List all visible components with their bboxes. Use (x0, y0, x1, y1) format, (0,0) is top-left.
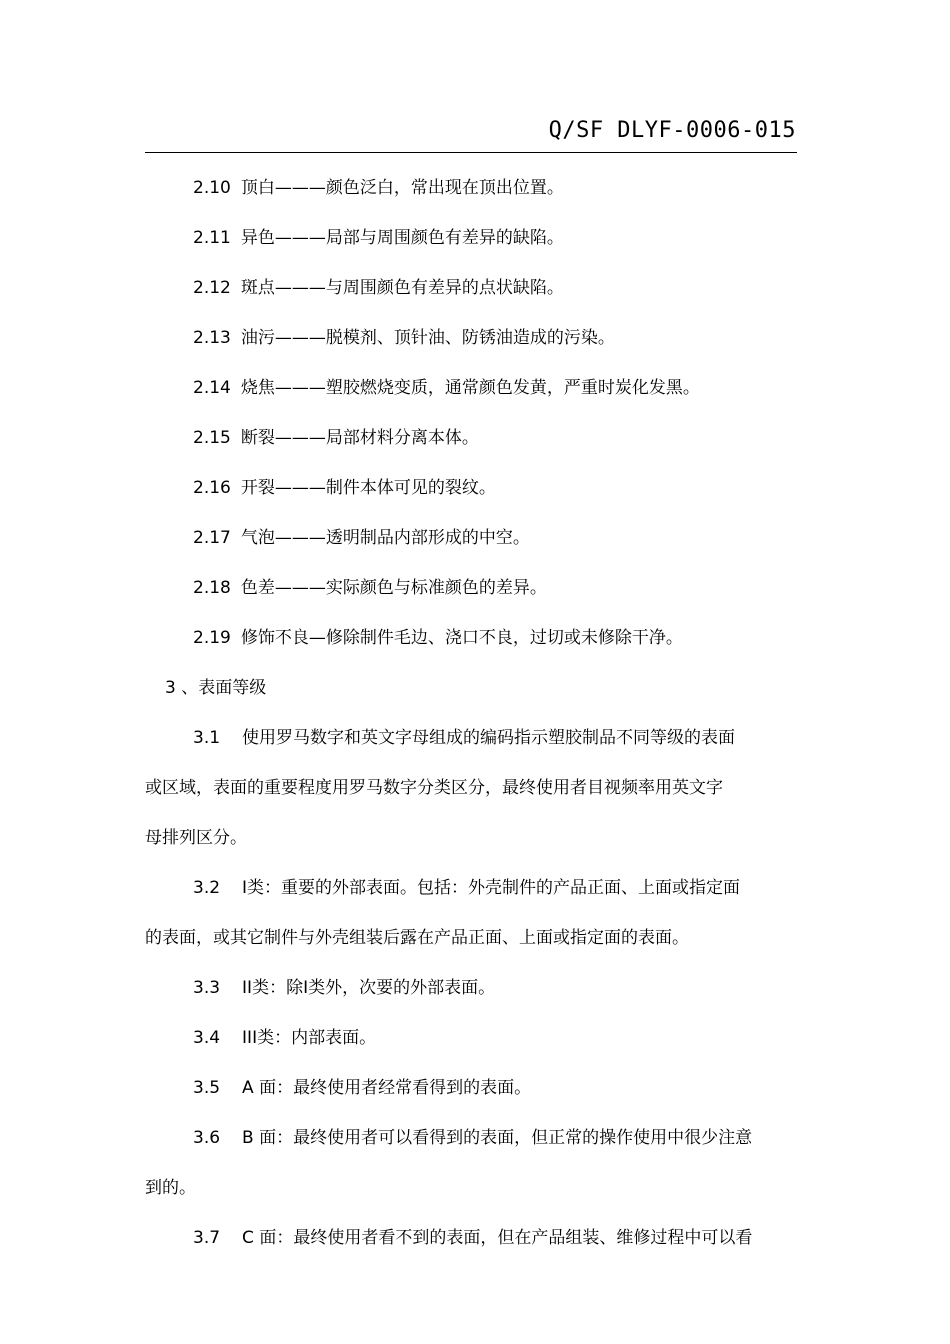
def-text: 斑点———与周围颜色有差异的点状缺陷。 (240, 278, 564, 298)
def-text: 气泡———透明制品内部形成的中空。 (240, 528, 530, 548)
def-2-10 (145, 170, 805, 220)
def-text: 修饰不良—修除制件毛边、浇口不良，过切或未修除干净。 (240, 628, 683, 648)
para-3-1-line2: 或区域，表面的重要程度用罗马数字分类区分，最终使用者目视频率用英文字 (145, 778, 723, 798)
para-text: II类：除I类外，次要的外部表面。 (242, 978, 496, 998)
def-text: 烧焦———塑胶燃烧变质，通常颜色发黄，严重时炭化发黑。 (240, 378, 700, 398)
def-number: 2.13 (193, 328, 231, 348)
para-3-4 (145, 1020, 805, 1070)
def-text: 断裂———局部材料分离本体。 (240, 428, 479, 448)
para-3-2-line2: 的表面，或其它制件与外壳组装后露在产品正面、上面或指定面的表面。 (145, 928, 689, 948)
para-3-1-line3: 母排列区分。 (145, 828, 247, 848)
document-code: Q/SF DLYF-0006-015 (548, 118, 796, 143)
para-text: I类：重要的外部表面。包括：外壳制件的产品正面、上面或指定面 (242, 878, 741, 898)
def-2-17 (145, 520, 805, 570)
def-2-11 (145, 220, 805, 270)
para-3-5 (145, 1070, 805, 1120)
def-number: 2.19 (193, 628, 231, 648)
document-body (145, 170, 805, 1270)
para-number: 3.4 (193, 1028, 221, 1048)
para-number: 3.2 (193, 878, 221, 898)
header-rule (145, 152, 797, 153)
para-number: 3.3 (193, 978, 221, 998)
def-number: 2.11 (193, 228, 231, 248)
para-text: B 面：最终使用者可以看得到的表面，但正常的操作使用中很少注意 (242, 1128, 753, 1148)
def-2-14 (145, 370, 805, 420)
para-number: 3.7 (193, 1228, 221, 1248)
def-2-19 (145, 620, 805, 670)
def-2-13 (145, 320, 805, 370)
def-2-16 (145, 470, 805, 520)
para-3-7-line1 (145, 1220, 805, 1270)
def-number: 2.18 (193, 578, 231, 598)
para-3-2-line1 (145, 870, 805, 920)
para-number: 3.5 (193, 1078, 221, 1098)
def-2-15 (145, 420, 805, 470)
def-number: 2.15 (193, 428, 231, 448)
def-number: 2.14 (193, 378, 231, 398)
def-text: 顶白———颜色泛白，常出现在顶出位置。 (240, 178, 564, 198)
para-3-1-line1 (145, 720, 805, 770)
para-number: 3.6 (193, 1128, 221, 1148)
para-text: III类：内部表面。 (242, 1028, 377, 1048)
def-2-18 (145, 570, 805, 620)
def-text: 开裂———制件本体可见的裂纹。 (240, 478, 496, 498)
def-number: 2.10 (193, 178, 231, 198)
para-text: C 面：最终使用者看不到的表面，但在产品组装、维修过程中可以看 (242, 1228, 753, 1248)
def-2-12 (145, 270, 805, 320)
para-text: A 面：最终使用者经常看得到的表面。 (242, 1078, 532, 1098)
def-number: 2.12 (193, 278, 231, 298)
para-3-3 (145, 970, 805, 1020)
section-3-heading: 3 、表面等级 (165, 678, 267, 698)
para-3-6-line1 (145, 1120, 805, 1170)
para-number: 3.1 (193, 728, 221, 748)
def-number: 2.17 (193, 528, 231, 548)
def-number: 2.16 (193, 478, 231, 498)
def-text: 油污———脱模剂、顶针油、防锈油造成的污染。 (240, 328, 615, 348)
def-text: 异色———局部与周围颜色有差异的缺陷。 (240, 228, 564, 248)
para-3-6-line2: 到的。 (145, 1178, 196, 1198)
para-text: 使用罗马数字和英文字母组成的编码指示塑胶制品不同等级的表面 (242, 728, 736, 748)
def-text: 色差———实际颜色与标准颜色的差异。 (240, 578, 547, 598)
